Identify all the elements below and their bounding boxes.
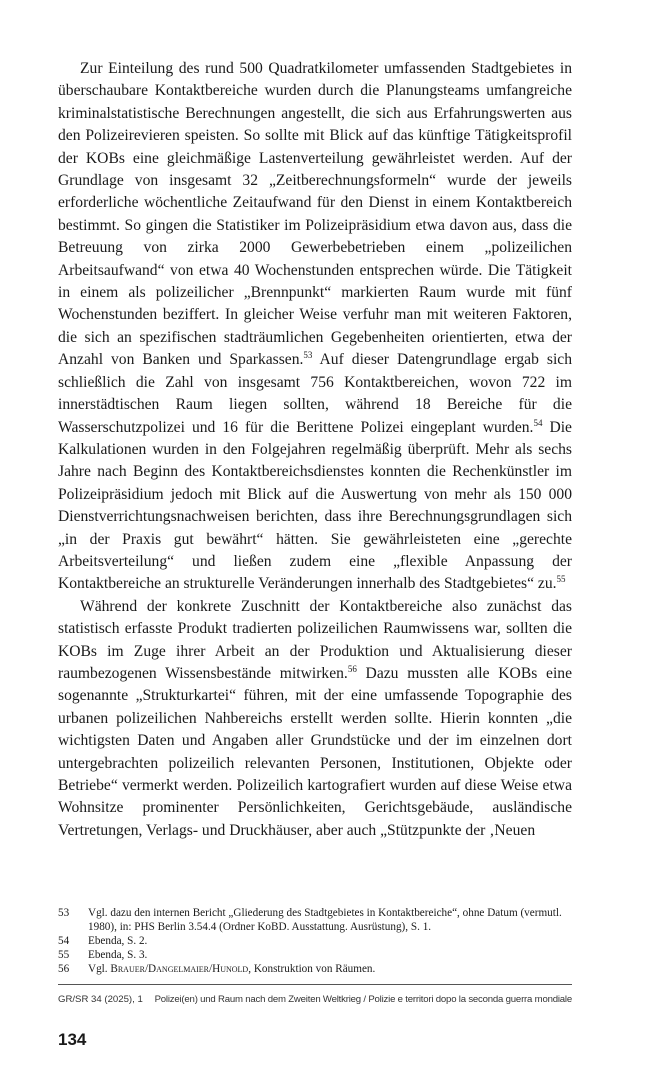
footnote-number: 55 [58, 949, 70, 961]
body-text [58, 58, 572, 842]
footnote-54 [58, 934, 572, 948]
footnote-text: Vgl. dazu den internen Bericht „Gliederung des Stadtgebietes in Kontaktbereiche“, ohne Datum (vermutl. 1980), in: PHS Berlin 3.54.4 (Ordner KoBD. Ausstattung. Ausrüstung), S. 1. [88, 907, 562, 933]
footnote-number: 56 [58, 963, 70, 975]
page [58, 0, 572, 1087]
footnote-suffix: , Konstruktion von Räumen. [248, 963, 376, 975]
running-footer [58, 994, 572, 1005]
footnote-56 [58, 962, 572, 976]
page-number: 134 [58, 1030, 87, 1049]
paragraph-1 [58, 58, 572, 596]
footnote-number: 53 [58, 907, 70, 919]
paragraph-text: Die Kalkulationen wurden in den Folgejahren regelmäßig überprüft. Mehr als sechs Jahre nach Beginn des Kontaktbereichsdienstes konnten die Rechenkünstler im Polizeipräsidium jedoch mit Blick auf die Auswertung von mehr als 150 000 Dienstverrichtungsnachweisen berichten, dass ihre Berechnungsgrundlagen sich „in der Praxis gut bewährt“ hätten. Sie gewährleisteten eine „gerechte Arbeitsverteilung“ und ließen zudem eine „flexible Anpassung der Kontaktbereiche an strukturelle Veränderungen innerhalb des Stadtgebietes“ zu. [58, 418, 572, 593]
paragraph-text: Auf dieser Datengrundlage ergab sich schließlich die Zahl von insgesamt 756 Kontaktbereichen, wovon 722 im innerstädtischen Raum liegen sollten, während 18 Bereiche für die Wasserschutzpolizei und 16 für die Berittene Polizei eingeplant wurden. [58, 351, 572, 436]
paragraph-text: Zur Einteilung des rund 500 Quadratkilometer umfassenden Stadtgebietes in überschaubare Kontaktbereiche wurden durch die Planungsteams umfangreiche kriminalstatistische Berechnungen angestellt, die sich aus Erfahrungswerten aus den Polizeirevieren speisten. So sollte mit Blick auf das künftige Tätigkeitsprofil der KOBs eine gleichmäßige Lastenverteilung gewährleistet werden. Auf der Grundlage von insgesamt 32 „Zeitberechnungsformeln“ wurde der jeweils erforderliche wöchentliche Zeitaufwand für den Dienst in einem Kontaktbereich bestimmt. So gingen die Statistiker im Polizeipräsidium etwa davon aus, dass die Betreuung von zirka 2000 Gewerbebetrieben einem „polizeilichen Arbeitsaufwand“ von etwa 40 Wochenstunden entsprechen würde. Die Tätigkeit in einem als polizeilicher „Brennpunkt“ markierten Raum wurde mit fünf Wochenstunden beziffert. In gleicher Weise verfuhr man mit weiteren Faktoren, die sich an spezifischen stadträumlichen Gegebenheiten orientierten, etwa der Anzahl von Banken und Sparkassen. [58, 60, 572, 369]
footnotes [58, 906, 572, 976]
footnote-53 [58, 906, 572, 934]
issue-title: Polizei(en) und Raum nach dem Zweiten Weltkrieg / Polizie e territori dopo la seconda guerra mondiale [154, 994, 572, 1005]
footnote-55 [58, 948, 572, 962]
footer-rule [58, 984, 572, 985]
footnote-text [88, 962, 572, 976]
paragraph-text: Während der konkrete Zuschnitt der Kontaktbereiche also zunächst das statistisch erfasste Produkt tradierten polizeilichen Raumwissens war, sollten die KOBs im Zuge ihrer Arbeit an der Produktion und Aktualisierung dieser raumbezogenen Wissensbestände mitwirken. [58, 597, 572, 682]
footnote-ref-53[interactable]: 53 [303, 350, 313, 361]
journal-citation: GR/SR 34 (2025), 1 [58, 994, 143, 1005]
footnote-authors: Brauer/Dangelmaier/Hunold [110, 963, 249, 975]
footnote-ref-54[interactable]: 54 [533, 417, 543, 428]
footnote-ref-55[interactable]: 55 [556, 574, 566, 585]
footnote-number: 54 [58, 935, 70, 947]
paragraph-text: Dazu mussten alle KOBs eine sogenannte „Strukturkartei“ führen, mit der eine umfassende Topographie des urbanen polizeilichen Nahbereichs erstellt werden sollte. Hierin konnten „die wichtigsten Daten und Angaben aller Grundstücke und der im einzelnen dort untergebrachten polizeilich relevanten Personen, Institutionen, Objekte oder Betriebe“ vermerkt werden. Polizeilich kartografiert wurden auf diese Weise etwa Wohnsitze prominenter Persönlichkeiten, Gerichtsgebäude, ausländische Vertretungen, Verlags- und Druckhäuser, aber auch „Stützpunkte der ‚Neuen [58, 664, 572, 839]
paragraph-2 [58, 596, 572, 842]
footnote-ref-56[interactable]: 56 [347, 663, 357, 674]
footnote-text: Ebenda, S. 3. [88, 949, 148, 961]
footnote-text: Ebenda, S. 2. [88, 935, 148, 947]
footnote-prefix: Vgl. [88, 963, 111, 975]
